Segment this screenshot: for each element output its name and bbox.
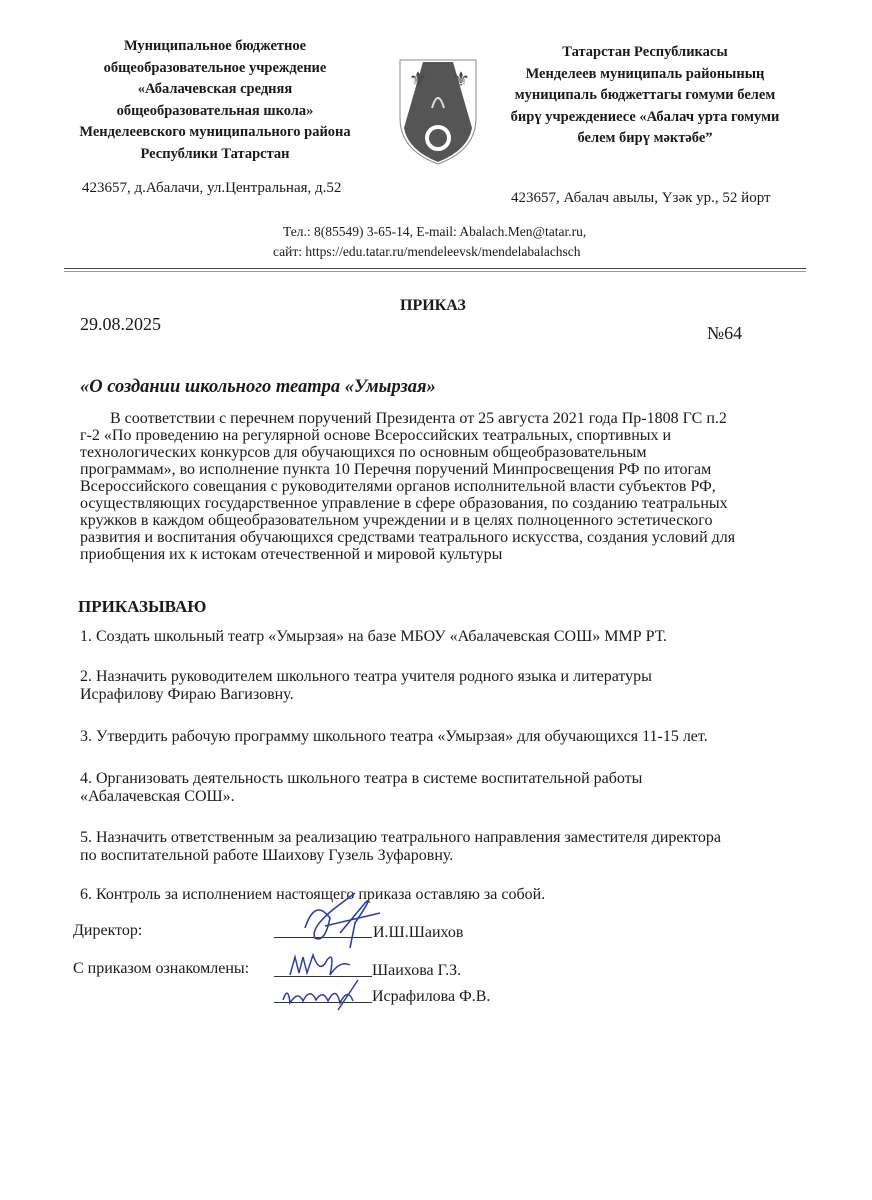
order-item: по воспитательной работе Шаихову Гузель Зуфаровну. (80, 847, 454, 864)
document-heading: ПРИКАЗ (400, 297, 466, 314)
order-item: 2. Назначить руководителем школьного театра учителя родного языка и литературы (80, 668, 652, 685)
org-line: общеобразовательное учреждение (103, 59, 327, 76)
preamble-line: технологических конкурсов для обучающихся по основным общеобразовательным (80, 444, 647, 461)
preamble-line: развития и воспитания обучающихся средствами театрального искусства, создания условий для (80, 529, 736, 546)
order-item: «Абалачевская СОШ». (80, 788, 235, 805)
org-line: «Абалачевская средняя (137, 81, 293, 97)
coat-of-arms-icon (398, 58, 478, 166)
org-line: Муниципальное бюджетное (123, 38, 307, 54)
org-line: муниципаль бюджеттагы гомуми белем (514, 87, 776, 103)
org-line: общеобразовательная школа» (116, 102, 314, 119)
order-item: 6. Контроль за исполнением настоящего приказа оставляю за собой. (80, 886, 546, 903)
site-link[interactable]: сайт: https://edu.tatar.ru/mendeleevsk/mendelabalachsch (273, 244, 581, 259)
order-item: Исрафилову Фираю Вагизовну. (80, 686, 294, 703)
org-line: Татарстан Республикасы (562, 44, 728, 60)
header-divider (64, 271, 806, 272)
header-left-org (70, 36, 360, 165)
acquainted-label: С приказом ознакомлены: (73, 960, 250, 977)
acquainted-name: Шаихова Г.З. (372, 962, 462, 979)
org-line: Менделеевского муниципального района (79, 124, 351, 140)
command-word: ПРИКАЗЫВАЮ (78, 597, 207, 616)
svg-text:⚜: ⚜ (409, 69, 427, 91)
preamble-line: приобщения их к истокам отечественной и мировой культуры (80, 546, 503, 563)
order-item: 1. Создать школьный театр «Умырзая» на базе МБОУ «Абалачевская СОШ» ММР РТ. (80, 628, 667, 645)
svg-text:⚜: ⚜ (452, 69, 470, 91)
preamble-line: В соответствии с перечнем поручений Президента от 25 августа 2021 года Пр-1808 ГС п.2 (110, 410, 727, 427)
header-divider (64, 268, 806, 269)
org-line: Менделеев муниципаль районының (525, 65, 765, 82)
director-name: И.Ш.Шаихов (373, 924, 464, 941)
org-line: белем бирү мәктәбе” (577, 130, 713, 146)
header-right-org (495, 42, 795, 150)
order-date: 29.08.2025 (80, 314, 161, 334)
preamble-line: Всероссийского совещания с руководителями органов исполнительной власти субъектов РФ, (80, 478, 716, 495)
contacts: Тел.: 8(85549) 3-65-14, E-mail: Abalach.Men@tatar.ru, (283, 224, 587, 239)
preamble-line: кружков в каждом общеобразовательном учреждении и в целях полноценного эстетического (80, 512, 713, 529)
director-label: Директор: (73, 922, 143, 939)
left-address: 423657, д.Абалачи, ул.Центральная, д.52 (82, 180, 342, 196)
acquainted-name: Исрафилова Ф.В. (372, 988, 491, 1005)
preamble-line: осуществляющих государственное управление в сфере образования, по созданию театральных (80, 495, 728, 512)
preamble-line: программам», во исполнение пункта 10 Перечня поручений Минпросвещения РФ по итогам (80, 461, 712, 478)
order-number: №64 (707, 323, 743, 343)
right-address: 423657, Абалач авылы, Үзәк ур., 52 йорт (511, 190, 771, 206)
org-line: бирү учреждениесе «Абалач урта гомуми (510, 108, 780, 125)
order-title: «О создании школьного театра «Умырзая» (80, 377, 436, 397)
order-item: 4. Организовать деятельность школьного театра в системе воспитательной работы (80, 770, 643, 787)
order-item: 3. Утвердить рабочую программу школьного театра «Умырзая» для обучающихся 11-15 лет. (80, 728, 708, 745)
israfilova-signature-icon (278, 975, 373, 1015)
order-item: 5. Назначить ответственным за реализацию театрального направления заместителя директора (80, 829, 721, 846)
preamble-line: г-2 «По проведению на регулярной основе Всероссийских театральных, спортивных и (80, 427, 672, 444)
org-line: Республики Татарстан (140, 145, 290, 162)
